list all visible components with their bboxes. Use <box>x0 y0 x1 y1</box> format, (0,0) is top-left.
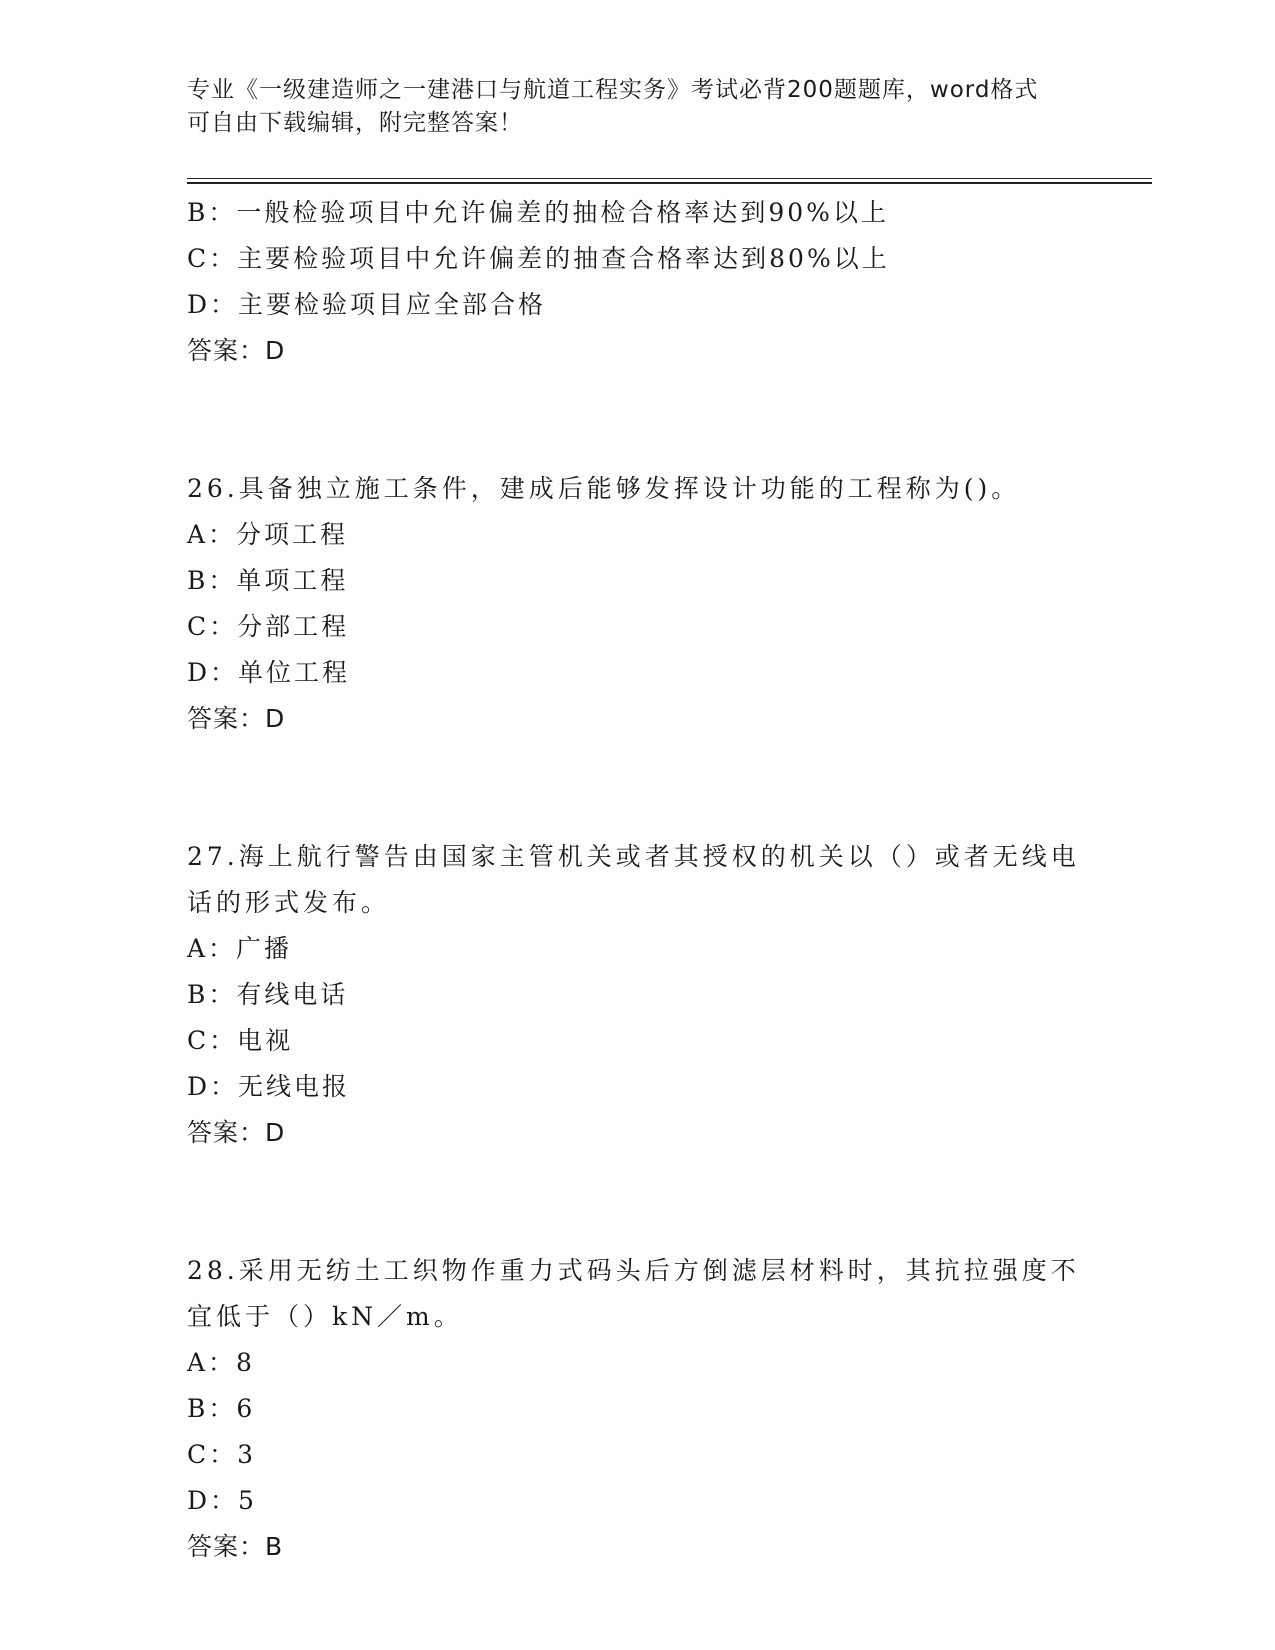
option-d: D：5 <box>187 1486 257 1515</box>
option-b: B：6 <box>187 1394 256 1423</box>
question-block-28 <box>187 1248 1087 1570</box>
option-a: A：广播 <box>187 934 293 963</box>
question-block-27 <box>187 834 1087 1156</box>
question-spacer <box>187 742 1087 834</box>
header-divider-thin <box>187 178 1152 179</box>
option-c: C：3 <box>187 1440 257 1469</box>
answer-line: 答案：D <box>187 704 286 733</box>
header-line-2: 可自由下载编辑，附完整答案！ <box>187 110 523 136</box>
question-block-26 <box>187 466 1087 742</box>
question-list <box>187 190 1087 1570</box>
answer-line: 答案：B <box>187 1532 284 1561</box>
header-line-1: 专业《一级建造师之一建港口与航道工程实务》考试必背200题题库，word格式 <box>187 77 1039 103</box>
question-stem: 26.具备独立施工条件，建成后能够发挥设计功能的工程称为()。 <box>187 474 1021 503</box>
option-b: B：有线电话 <box>187 980 349 1009</box>
option-d: D：主要检验项目应全部合格 <box>187 290 547 319</box>
option-d: D：无线电报 <box>187 1072 351 1101</box>
option-a: A：分项工程 <box>187 520 349 549</box>
question-block-25 <box>187 190 1087 374</box>
question-stem: 27.海上航行警告由国家主管机关或者其授权的机关以（）或者无线电话的形式发布。 <box>187 842 1080 917</box>
document-header <box>187 74 1087 140</box>
option-a: A：8 <box>187 1348 255 1377</box>
question-spacer <box>187 1156 1087 1248</box>
option-c: C：分部工程 <box>187 612 350 641</box>
header-divider-thick <box>187 182 1152 184</box>
question-spacer <box>187 374 1087 466</box>
option-d: D：单位工程 <box>187 658 351 687</box>
option-b: B：单项工程 <box>187 566 349 595</box>
option-b: B：一般检验项目中允许偏差的抽检合格率达到90%以上 <box>187 198 889 227</box>
question-stem: 28.采用无纺土工织物作重力式码头后方倒滤层材料时，其抗拉强度不宜低于（）kN／m。 <box>187 1256 1080 1331</box>
option-c: C：主要检验项目中允许偏差的抽查合格率达到80%以上 <box>187 244 890 273</box>
answer-line: 答案：D <box>187 336 286 365</box>
answer-line: 答案：D <box>187 1118 286 1147</box>
option-c: C：电视 <box>187 1026 294 1055</box>
